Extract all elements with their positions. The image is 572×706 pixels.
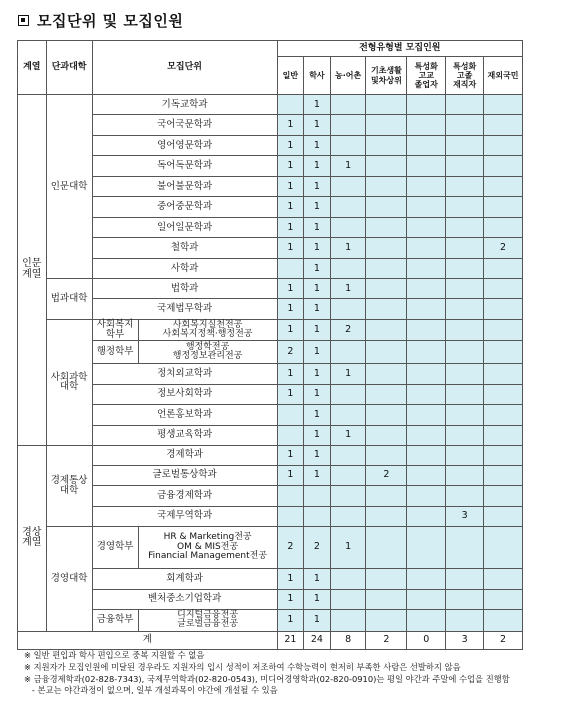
count-cell: 1 <box>330 363 366 384</box>
count-cell: 1 <box>277 589 304 609</box>
count-cell: 1 <box>304 197 331 218</box>
count-cell <box>446 299 484 320</box>
count-cell <box>484 526 523 568</box>
count-cell <box>446 218 484 238</box>
count-cell <box>484 506 523 526</box>
count-cell <box>330 259 366 279</box>
count-cell: 1 <box>304 279 331 299</box>
count-cell <box>277 95 304 115</box>
count-cell: 1 <box>304 95 331 115</box>
total-cell: 0 <box>407 631 446 649</box>
table-row <box>18 589 523 609</box>
count-cell <box>446 259 484 279</box>
count-cell <box>277 259 304 279</box>
total-cell: 3 <box>446 631 484 649</box>
count-cell <box>407 526 446 568</box>
table-row <box>18 279 523 299</box>
unit-cell: 국어국문학과 <box>92 115 277 136</box>
college-cell: 사회과학 대학 <box>46 320 92 446</box>
count-cell: 1 <box>304 425 331 445</box>
count-cell <box>366 445 407 465</box>
count-cell <box>330 609 366 631</box>
table-row <box>18 445 523 465</box>
count-cell <box>484 115 523 136</box>
count-cell: 1 <box>277 299 304 320</box>
count-cell <box>484 425 523 445</box>
unit-cell: 불어불문학과 <box>92 177 277 197</box>
count-cell <box>366 320 407 341</box>
count-cell <box>407 589 446 609</box>
count-cell <box>446 320 484 341</box>
count-cell <box>446 279 484 299</box>
count-cell <box>366 384 407 404</box>
count-cell <box>446 177 484 197</box>
count-cell <box>446 609 484 631</box>
count-cell <box>407 445 446 465</box>
count-cell <box>366 259 407 279</box>
count-cell <box>330 589 366 609</box>
count-cell <box>330 384 366 404</box>
table-row <box>18 404 523 425</box>
table-row <box>18 384 523 404</box>
count-cell <box>446 485 484 506</box>
count-cell <box>484 259 523 279</box>
count-cell: 1 <box>330 156 366 177</box>
total-row <box>18 631 523 649</box>
count-cell: 1 <box>330 526 366 568</box>
table-row <box>18 177 523 197</box>
count-cell <box>484 445 523 465</box>
total-label: 계 <box>18 631 278 649</box>
count-cell <box>366 363 407 384</box>
count-cell <box>484 384 523 404</box>
count-cell <box>446 465 484 485</box>
count-cell <box>407 177 446 197</box>
count-cell: 1 <box>304 115 331 136</box>
count-cell <box>304 485 331 506</box>
count-cell: 1 <box>304 177 331 197</box>
table-row <box>18 136 523 156</box>
count-cell: 1 <box>277 609 304 631</box>
square-bullet-icon <box>18 15 29 26</box>
college-cell: 인문대학 <box>46 95 92 279</box>
count-cell <box>407 363 446 384</box>
count-cell <box>407 320 446 341</box>
count-cell <box>366 506 407 526</box>
count-cell <box>366 95 407 115</box>
count-cell: 1 <box>304 465 331 485</box>
unit-cell: 정보사회학과 <box>92 384 277 404</box>
count-cell: 1 <box>330 425 366 445</box>
count-cell: 1 <box>277 445 304 465</box>
count-cell: 1 <box>304 609 331 631</box>
notes <box>24 650 510 697</box>
count-cell <box>407 340 446 363</box>
sub-unit-cell: 사회복지실천전공 사회복지정책·행정전공 <box>138 320 277 341</box>
count-cell <box>304 506 331 526</box>
count-cell <box>446 238 484 259</box>
count-cell <box>407 425 446 445</box>
count-cell: 1 <box>304 238 331 259</box>
count-cell <box>484 465 523 485</box>
count-cell <box>446 526 484 568</box>
count-cell <box>330 404 366 425</box>
count-cell <box>277 425 304 445</box>
count-cell: 1 <box>304 589 331 609</box>
count-cell <box>407 156 446 177</box>
count-cell: 2 <box>277 526 304 568</box>
count-cell <box>407 609 446 631</box>
unit-cell: 사학과 <box>92 259 277 279</box>
count-cell <box>366 177 407 197</box>
table-row <box>18 95 523 115</box>
header-field: 계열 <box>18 41 47 95</box>
count-cell <box>446 340 484 363</box>
unit-cell: 독어독문학과 <box>92 156 277 177</box>
count-cell <box>484 218 523 238</box>
unit-cell: 법학과 <box>92 279 277 299</box>
sub-unit-cell: 행정학전공 행정정보관리전공 <box>138 340 277 363</box>
unit-cell: 언론홍보학과 <box>92 404 277 425</box>
unit-cell: 국제무역학과 <box>92 506 277 526</box>
count-cell: 1 <box>277 320 304 341</box>
count-cell <box>366 279 407 299</box>
count-cell <box>446 115 484 136</box>
college-cell: 경영대학 <box>46 526 92 631</box>
unit-cell: 중어중문학과 <box>92 197 277 218</box>
count-cell <box>407 136 446 156</box>
field-cell: 인문 계열 <box>18 95 47 446</box>
unit-cell: 국제법무학과 <box>92 299 277 320</box>
unit-cell: 회계학과 <box>92 568 277 589</box>
total-cell: 21 <box>277 631 304 649</box>
unit-cell: 금융경제학과 <box>92 485 277 506</box>
count-cell <box>366 115 407 136</box>
header-type-0: 일반 <box>277 57 304 95</box>
unit-cell: 철학과 <box>92 238 277 259</box>
note-line: ※ 일반 편입과 학사 편입으로 중복 지원할 수 없음 <box>24 650 205 660</box>
count-cell <box>484 136 523 156</box>
count-cell <box>484 320 523 341</box>
admission-table <box>17 40 523 650</box>
count-cell <box>484 485 523 506</box>
table-row <box>18 485 523 506</box>
table-row <box>18 259 523 279</box>
table-row <box>18 340 523 363</box>
table-row <box>18 320 523 341</box>
count-cell <box>484 589 523 609</box>
count-cell <box>277 506 304 526</box>
count-cell <box>407 568 446 589</box>
count-cell: 1 <box>330 238 366 259</box>
section-title <box>18 10 183 31</box>
count-cell <box>407 485 446 506</box>
count-cell <box>484 299 523 320</box>
unit-cell: 경제학과 <box>92 445 277 465</box>
field-cell: 경상 계열 <box>18 445 47 631</box>
count-cell <box>366 609 407 631</box>
table-row <box>18 238 523 259</box>
count-cell: 1 <box>277 218 304 238</box>
header-type-5: 특성화 고졸 재직자 <box>446 57 484 95</box>
unit-cell: 벤처중소기업학과 <box>92 589 277 609</box>
count-cell <box>366 136 407 156</box>
count-cell <box>484 609 523 631</box>
count-cell: 2 <box>330 320 366 341</box>
header-type-1: 학사 <box>304 57 331 95</box>
sub-unit-cell: HR & Marketing전공 OM & MIS전공 Financial Management전공 <box>138 526 277 568</box>
count-cell: 1 <box>304 445 331 465</box>
note-line: ※ 금융경제학과(02-828-7343), 국제무역학과(02-820-0543), 미디어경영학과(02-820-0910)는 평일 야간과 주말에 수업을 진행함 <box>24 673 510 684</box>
count-cell <box>277 485 304 506</box>
count-cell: 2 <box>484 238 523 259</box>
count-cell <box>446 156 484 177</box>
count-cell <box>446 445 484 465</box>
count-cell <box>407 238 446 259</box>
count-cell <box>366 238 407 259</box>
count-cell: 2 <box>277 340 304 363</box>
count-cell: 1 <box>277 568 304 589</box>
header-type-6: 재외국민 <box>484 57 523 95</box>
unit-cell: 정치외교학과 <box>92 363 277 384</box>
count-cell <box>366 568 407 589</box>
count-cell <box>407 218 446 238</box>
table-row <box>18 568 523 589</box>
header-type-4: 특성화 고교 졸업자 <box>407 57 446 95</box>
count-cell <box>484 568 523 589</box>
count-cell <box>484 156 523 177</box>
count-cell <box>484 177 523 197</box>
count-cell <box>484 340 523 363</box>
count-cell: 1 <box>304 299 331 320</box>
count-cell: 1 <box>304 340 331 363</box>
sub-unit-cell: 디지털금융전공 글로벌금융전공 <box>138 609 277 631</box>
count-cell: 1 <box>277 279 304 299</box>
unit-cell: 영어영문학과 <box>92 136 277 156</box>
count-cell: 1 <box>330 279 366 299</box>
count-cell <box>330 299 366 320</box>
table-row <box>18 425 523 445</box>
count-cell: 1 <box>304 320 331 341</box>
header-college: 단과대학 <box>46 41 92 95</box>
count-cell <box>366 156 407 177</box>
header-type-3: 기초생활 및차상위 <box>366 57 407 95</box>
count-cell: 1 <box>277 136 304 156</box>
table-row <box>18 609 523 631</box>
count-cell <box>366 197 407 218</box>
count-cell: 1 <box>304 384 331 404</box>
header-unit: 모집단위 <box>92 41 277 95</box>
count-cell <box>330 506 366 526</box>
count-cell: 1 <box>277 115 304 136</box>
count-cell <box>407 95 446 115</box>
count-cell <box>330 485 366 506</box>
count-cell <box>407 259 446 279</box>
college-cell: 경제통상 대학 <box>46 445 92 526</box>
title-text: 모집단위 및 모집인원 <box>37 12 184 30</box>
count-cell: 1 <box>304 259 331 279</box>
count-cell <box>366 526 407 568</box>
count-cell: 2 <box>366 465 407 485</box>
count-cell <box>330 445 366 465</box>
count-cell <box>446 404 484 425</box>
count-cell <box>366 299 407 320</box>
count-cell <box>407 384 446 404</box>
unit-cell: 사회복지학부 <box>92 320 138 341</box>
count-cell: 1 <box>277 384 304 404</box>
count-cell <box>330 340 366 363</box>
count-cell: 1 <box>304 136 331 156</box>
table-row <box>18 115 523 136</box>
unit-cell: 글로벌통상학과 <box>92 465 277 485</box>
count-cell <box>446 384 484 404</box>
count-cell <box>446 425 484 445</box>
unit-cell: 행정학부 <box>92 340 138 363</box>
count-cell <box>446 95 484 115</box>
count-cell <box>446 136 484 156</box>
note-line: - 본교는 야간과정이 없으며, 일부 개설과목이 야간에 개설될 수 있음 <box>24 685 278 696</box>
count-cell: 1 <box>277 156 304 177</box>
college-cell: 법과대학 <box>46 279 92 320</box>
unit-cell: 평생교육학과 <box>92 425 277 445</box>
count-cell <box>407 506 446 526</box>
count-cell: 1 <box>277 177 304 197</box>
count-cell <box>484 363 523 384</box>
count-cell <box>366 218 407 238</box>
count-cell <box>407 404 446 425</box>
count-cell <box>446 363 484 384</box>
note-line: ※ 지원자가 모집인원에 미달된 경우라도 지원자의 입시 성적이 저조하여 수학능력이 현저히 부족한 사람은 선발하지 않음 <box>24 661 461 672</box>
count-cell: 1 <box>304 568 331 589</box>
unit-cell: 경영학부 <box>92 526 138 568</box>
table-row <box>18 363 523 384</box>
table-row <box>18 465 523 485</box>
table-row <box>18 299 523 320</box>
unit-cell: 일어일문학과 <box>92 218 277 238</box>
count-cell: 3 <box>446 506 484 526</box>
count-cell <box>330 218 366 238</box>
count-cell <box>446 568 484 589</box>
count-cell <box>277 404 304 425</box>
count-cell <box>366 589 407 609</box>
count-cell <box>407 197 446 218</box>
count-cell: 2 <box>304 526 331 568</box>
count-cell <box>407 279 446 299</box>
count-cell <box>366 340 407 363</box>
count-cell <box>366 404 407 425</box>
count-cell <box>407 465 446 485</box>
count-cell <box>484 95 523 115</box>
table-row <box>18 218 523 238</box>
unit-cell: 금융학부 <box>92 609 138 631</box>
total-cell: 24 <box>304 631 331 649</box>
count-cell <box>330 136 366 156</box>
count-cell: 1 <box>304 404 331 425</box>
total-cell: 8 <box>330 631 366 649</box>
count-cell: 1 <box>277 238 304 259</box>
table-row <box>18 156 523 177</box>
count-cell <box>484 279 523 299</box>
count-cell <box>446 589 484 609</box>
count-cell <box>330 465 366 485</box>
count-cell <box>330 177 366 197</box>
count-cell: 1 <box>277 363 304 384</box>
table-row <box>18 506 523 526</box>
count-cell <box>330 197 366 218</box>
total-cell: 2 <box>366 631 407 649</box>
count-cell: 1 <box>277 465 304 485</box>
count-cell <box>330 115 366 136</box>
count-cell <box>407 115 446 136</box>
count-cell: 1 <box>304 363 331 384</box>
count-cell <box>330 95 366 115</box>
count-cell: 1 <box>304 218 331 238</box>
table-row <box>18 526 523 568</box>
unit-cell: 기독교학과 <box>92 95 277 115</box>
count-cell: 1 <box>304 156 331 177</box>
header-type-2: 농·어촌 <box>330 57 366 95</box>
count-cell <box>330 568 366 589</box>
count-cell <box>446 197 484 218</box>
count-cell <box>366 425 407 445</box>
table-row <box>18 197 523 218</box>
count-cell <box>484 404 523 425</box>
header-group: 전형유형별 모집인원 <box>277 41 522 57</box>
count-cell <box>407 299 446 320</box>
count-cell <box>484 197 523 218</box>
total-cell: 2 <box>484 631 523 649</box>
count-cell: 1 <box>277 197 304 218</box>
count-cell <box>366 485 407 506</box>
